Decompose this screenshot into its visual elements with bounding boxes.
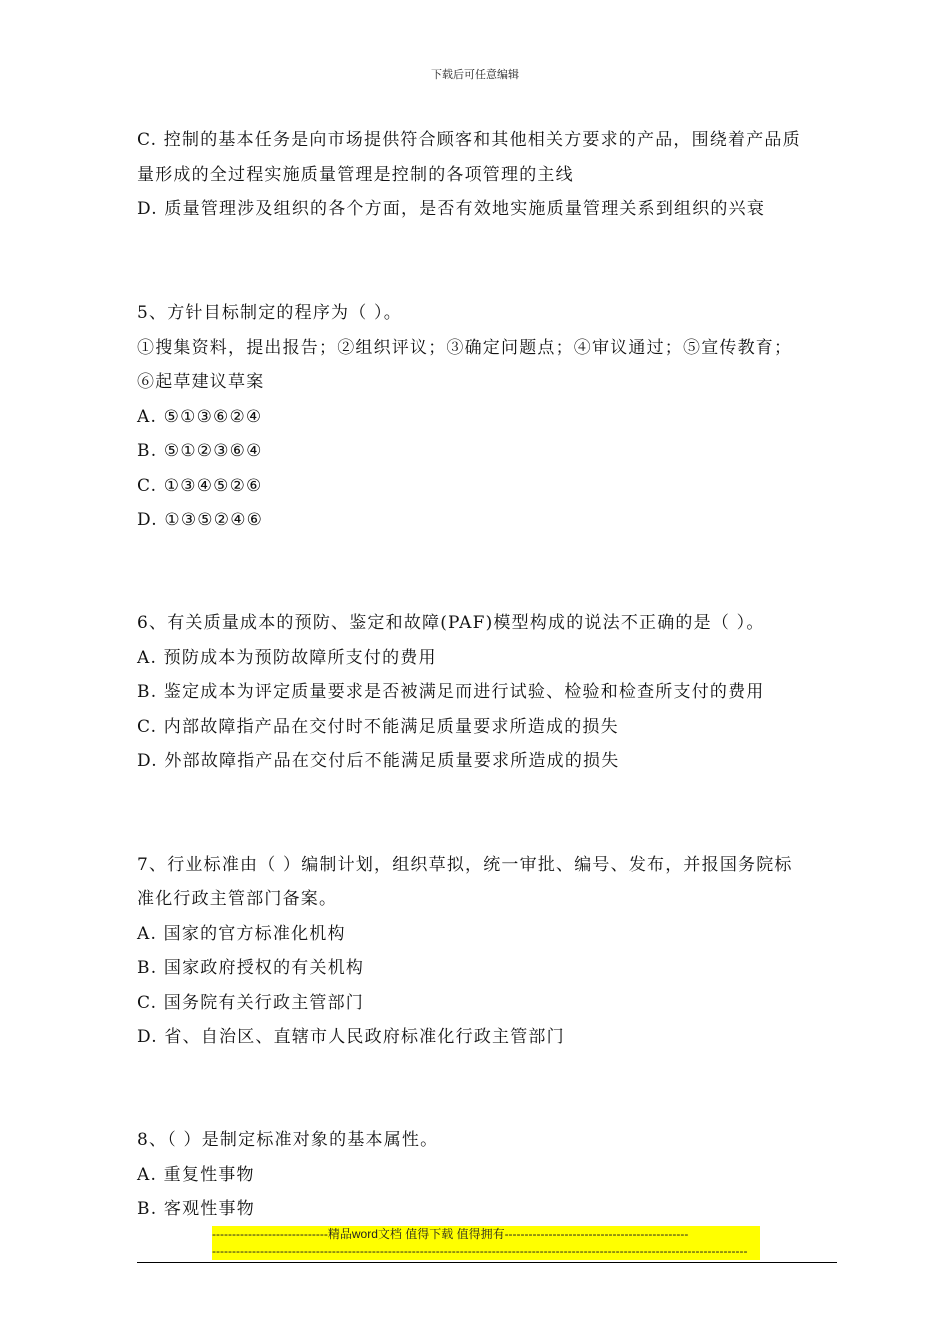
option-line: D. 外部故障指产品在交付后不能满足质量要求所造成的损失 [137, 751, 620, 771]
question-stem: 7、行业标准由（ ）编制计划，组织草拟，统一审批、编号、发布，并报国务院标 [137, 855, 793, 875]
option-line: 量形成的全过程实施质量管理是控制的各项管理的主线 [137, 165, 574, 185]
footer-rule [137, 1262, 837, 1263]
option-line: B. 客观性事物 [137, 1199, 255, 1219]
question-stem: 5、方针目标制定的程序为（ ）。 [137, 303, 402, 323]
option-line: C. ①③④⑤②⑥ [137, 476, 263, 496]
option-line: A. 国家的官方标准化机构 [137, 924, 346, 944]
option-line: D. ①③⑤②④⑥ [137, 510, 264, 530]
option-line: C. 国务院有关行政主管部门 [137, 993, 365, 1013]
option-line: B. ⑤①②③⑥④ [137, 441, 263, 461]
footer-banner-line: -------------------------------------------------------------------------------------------------------------------------------------- [212, 1244, 748, 1258]
option-line: A. 预防成本为预防故障所支付的费用 [137, 648, 437, 668]
option-line: B. 鉴定成本为评定质量要求是否被满足而进行试验、检验和检查所支付的费用 [137, 682, 765, 702]
option-line: D. 省、自治区、直辖市人民政府标准化行政主管部门 [137, 1027, 565, 1047]
option-line: D. 质量管理涉及组织的各个方面，是否有效地实施质量管理关系到组织的兴衰 [137, 199, 766, 219]
question-stem: 6、有关质量成本的预防、鉴定和故障(PAF)模型构成的说法不正确的是（ ）。 [137, 613, 765, 633]
option-line: B. 国家政府授权的有关机构 [137, 958, 365, 978]
footer-banner-line: -----------------------------精品word文档 值得下载 值得拥有---------------------------------------------- [212, 1227, 689, 1241]
page-header: 下载后可任意编辑 [431, 68, 519, 81]
option-line: A. ⑤①③⑥②④ [137, 407, 263, 427]
option-line: C. 内部故障指产品在交付时不能满足质量要求所造成的损失 [137, 717, 619, 737]
footer-banner [212, 1226, 760, 1260]
question-text: ①搜集资料，提出报告；②组织评议；③确定问题点；④审议通过；⑤宣传教育； [137, 338, 793, 358]
question-text: 准化行政主管部门备案。 [137, 889, 338, 909]
option-line: A. 重复性事物 [137, 1165, 255, 1185]
question-stem: 8、（ ）是制定标准对象的基本属性。 [137, 1130, 439, 1150]
option-line: C. 控制的基本任务是向市场提供符合顾客和其他相关方要求的产品，围绕着产品质 [137, 130, 801, 150]
question-text: ⑥起草建议草案 [137, 372, 265, 392]
